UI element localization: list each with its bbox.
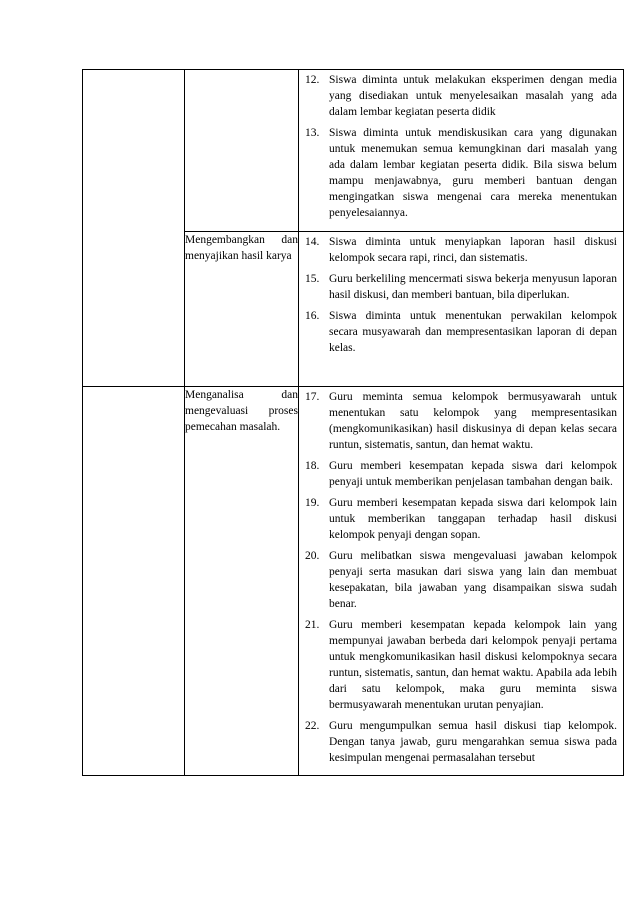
step-text: Siswa diminta untuk menentukan perwakilan kelompok secara musyawarah dan mempresentasikan laporan di depan kelas. <box>329 310 617 354</box>
step-text: Siswa diminta untuk menyiapkan laporan hasil diskusi kelompok secara rapi, rinci, dan sistematis. <box>329 236 617 264</box>
step-number: 21. <box>305 619 320 631</box>
step-number: 20. <box>305 550 320 562</box>
step-text: Guru meminta semua kelompok bermusyawarah untuk menentukan satu kelompok yang mempresentasikan (mengkomunikasikan) hasil diskusinya di depan kelas secara runtun, sistematis, santun, dan hemat waktu. <box>329 391 617 451</box>
step-text: Siswa diminta untuk melakukan eksperimen dengan media yang disediakan untuk menyelesaikan masalah yang ada dalam lembar kegiatan peserta didik <box>329 74 617 118</box>
step-number: 15. <box>305 273 320 285</box>
step-text: Guru melibatkan siswa mengevaluasi jawaban kelompok penyaji serta masukan dari siswa yang lain dan membuat kesepakatan, bila jawaban yang disampaikan siswa sudah benar. <box>329 550 617 610</box>
step-text: Guru memberi kesempatan kepada kelompok lain yang mempunyai jawaban berbeda dari kelompok penyaji pertama untuk mengkomunikasikan hasil diskusi kelompoknya secara runtun, sistematis, santun, dan hemat waktu. Apabila ada lebih dari satu kelompok, maka guru meminta siswa bermusyawarah menentukan urutan penyajian. <box>329 619 617 711</box>
steps-list <box>299 70 623 230</box>
stage-label: Mengembangkan dan menyajikan hasil karya <box>185 234 298 262</box>
stage-cell <box>185 232 299 387</box>
table-row <box>83 387 624 776</box>
steps-list <box>299 232 623 365</box>
step-number: 17. <box>305 391 320 403</box>
stage-cell <box>185 70 299 232</box>
list-item <box>305 617 617 713</box>
step-number: 16. <box>305 310 320 322</box>
step-text: Guru berkeliling mencermati siswa bekerja menyusun laporan hasil diskusi, dan memberi bantuan, bila diperlukan. <box>329 273 617 301</box>
table-row <box>83 70 624 232</box>
list-item <box>305 389 617 453</box>
step-text: Guru memberi kesempatan kepada siswa dari kelompok penyaji untuk memberikan penjelasan tambahan dengan baik. <box>329 460 617 488</box>
steps-cell <box>299 387 624 776</box>
stage-cell <box>185 387 299 776</box>
list-item <box>305 458 617 490</box>
step-number: 22. <box>305 720 320 732</box>
step-number: 13. <box>305 127 320 139</box>
steps-cell <box>299 232 624 387</box>
list-item <box>305 495 617 543</box>
list-item <box>305 548 617 612</box>
stage-label: Menganalisa dan mengevaluasi proses pemecahan masalah. <box>185 389 298 433</box>
list-item <box>305 271 617 303</box>
list-item <box>305 72 617 120</box>
step-number: 14. <box>305 236 320 248</box>
step-text: Guru memberi kesempatan kepada siswa dari kelompok lain untuk memberikan tanggapan terhadap hasil diskusi kelompok penyaji dengan sopan. <box>329 497 617 541</box>
step-text: Guru mengumpulkan semua hasil diskusi tiap kelompok. Dengan tanya jawab, guru mengarahkan semua siswa pada kesimpulan mengenai permasalahan tersebut <box>329 720 617 764</box>
list-item <box>305 125 617 221</box>
activity-cell <box>83 387 185 776</box>
activity-cell <box>83 70 185 387</box>
list-item <box>305 718 617 766</box>
step-number: 19. <box>305 497 320 509</box>
list-item <box>305 308 617 356</box>
list-item <box>305 234 617 266</box>
step-number: 12. <box>305 74 320 86</box>
lesson-steps-table <box>82 69 624 776</box>
step-text: Siswa diminta untuk mendiskusikan cara yang digunakan untuk menemukan semua kemungkinan dari masalah yang ada dalam lembar kegiatan peserta didik. Bila siswa belum mampu menjawabnya, guru memberi bantuan dengan mengingatkan siswa mengenai cara mereka menentukan penyelesaiannya. <box>329 127 617 219</box>
step-number: 18. <box>305 460 320 472</box>
steps-cell <box>299 70 624 232</box>
steps-list <box>299 387 623 775</box>
